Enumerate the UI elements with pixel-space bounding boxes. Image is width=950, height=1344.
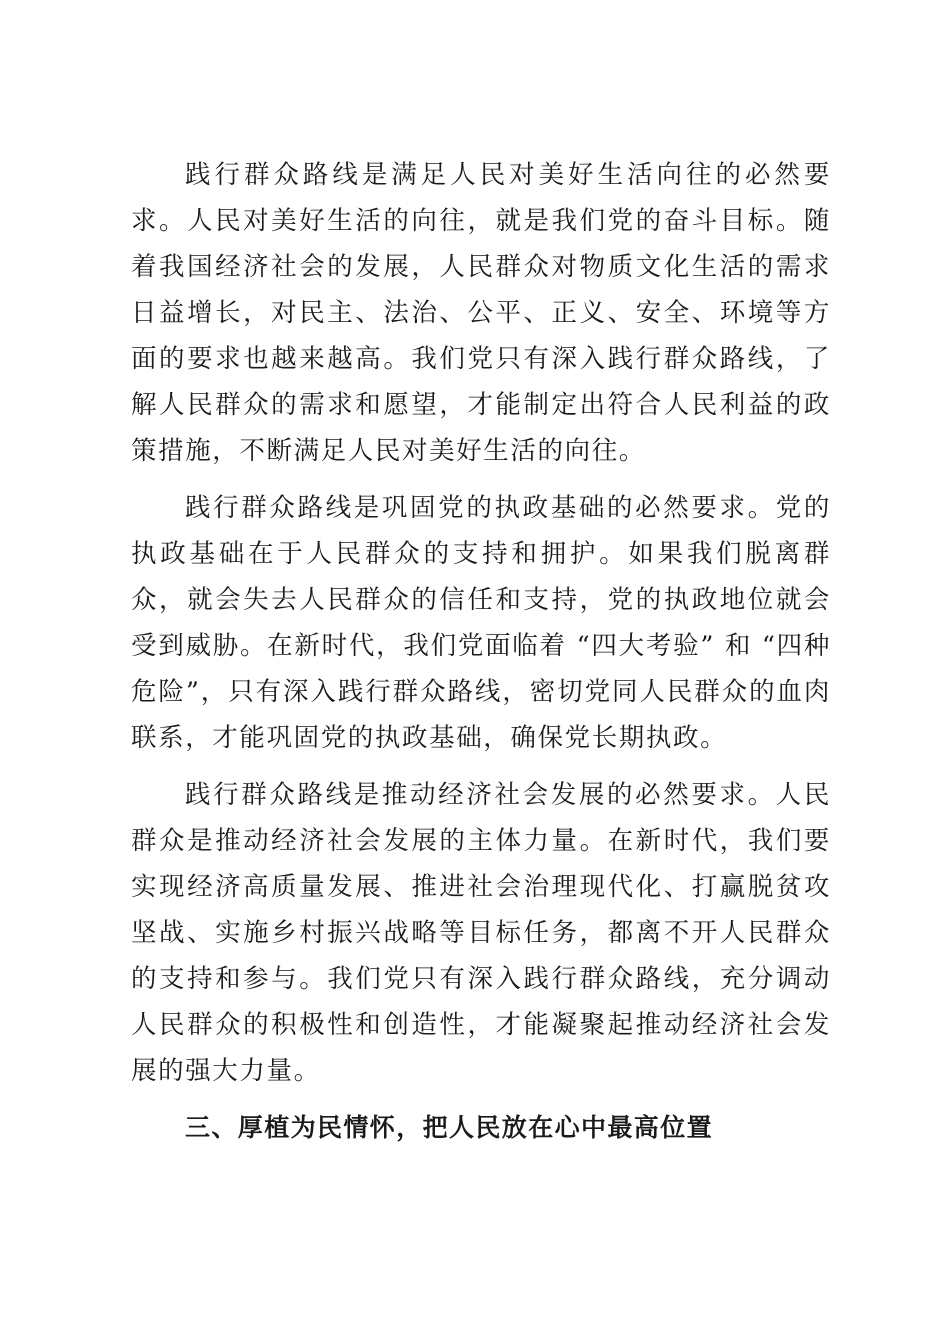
paragraph-governing-foundation: 践行群众路线是巩固党的执政基础的必然要求。党的执政基础在于人民群众的支持和拥护。如果我们脱离群众，就会失去人民群众的信任和支持，党的执政地位就会受到威胁。在新时代，我们党面临着 “四大考验” 和 “四种危险”，只有深入践行群众路线，密切党同人民群众的血肉联系，才能巩固党的执政基础，确保党长期执政。 — [131, 493, 831, 753]
section-heading: 三、厚植为民情怀，把人民放在心中最高位置 — [185, 1113, 714, 1142]
document-body — [131, 152, 831, 1151]
paragraph-development: 践行群众路线是推动经济社会发展的必然要求。人民群众是推动经济社会发展的主体力量。在新时代，我们要实现经济高质量发展、推进社会治理现代化、打赢脱贫攻坚战、实施乡村振兴战略等目标任务，都离不开人民群众的支持和参与。我们党只有深入践行群众路线，充分调动人民群众的积极性和创造性，才能凝聚起推动经济社会发展的强大力量。 — [131, 780, 831, 1086]
paragraph-aspiration: 践行群众路线是满足人民对美好生活向往的必然要求。人民对美好生活的向往，就是我们党的奋斗目标。随着我国经济社会的发展，人民群众对物质文化生活的需求日益增长，对民主、法治、公平、正义、安全、环境等方面的要求也越来越高。我们党只有深入践行群众路线，了解人民群众的需求和愿望，才能制定出符合人民利益的政策措施，不断满足人民对美好生活的向往。 — [131, 160, 831, 466]
